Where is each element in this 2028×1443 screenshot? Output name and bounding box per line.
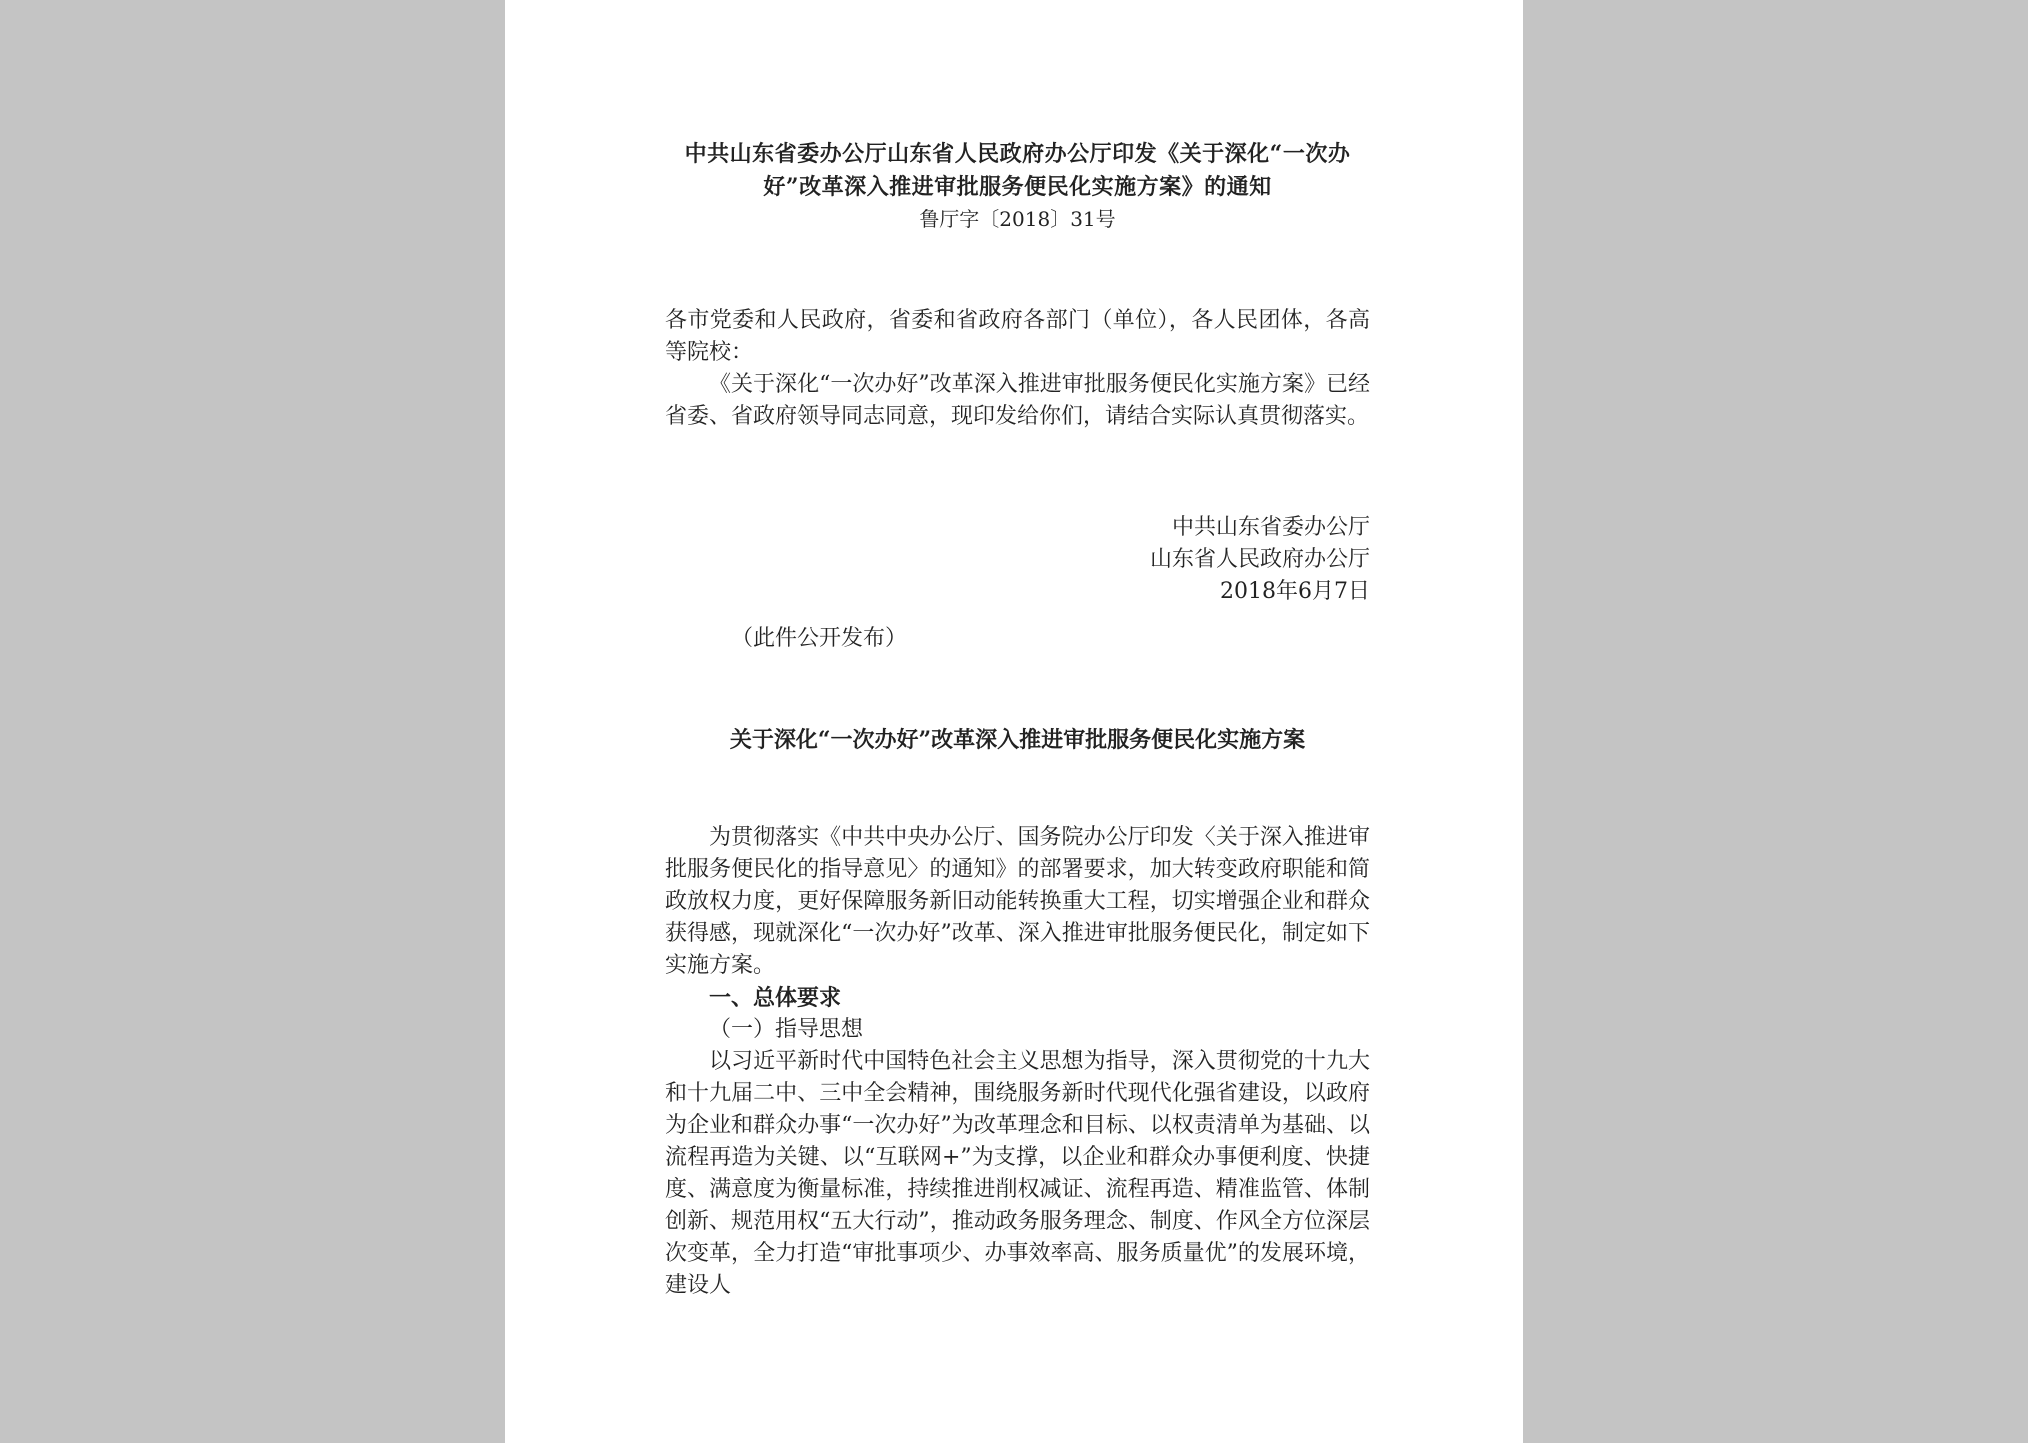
addressee-paragraph: 各市党委和人民政府，省委和省政府各部门（单位），各人民团体，各高等院校： (665, 308, 1370, 365)
notice-title: 中共山东省委办公厅山东省人民政府办公厅印发《关于深化“一次办好”改革深入推进审批服务便民化实施方案》的通知 (684, 141, 1351, 200)
document-number: 鲁厅字〔2018〕31号 (919, 207, 1116, 231)
subsection-heading: （一）指导思想 (709, 1017, 864, 1042)
body-paragraph: 为贯彻落实《中共中央办公厅、国务院办公厅印发〈关于深入推进审批服务便民化的指导意见〉的通知》的部署要求，加大转变政府职能和简政放权力度，更好保障服务新旧动能转换重大工程，切实增强企业和群众获得感，现就深化“一次办好”改革、深入推进审批服务便民化，制定如下实施方案。 (665, 825, 1370, 978)
body-paragraph: 以习近平新时代中国特色社会主义思想为指导，深入贯彻党的十九大和十九届二中、三中全会精神，围绕服务新时代现代化强省建设，以政府为企业和群众办事“一次办好”为改革理念和目标、以权责清单为基础、以流程再造为关键、以“互联网+”为支撑，以企业和群众办事便利度、快捷度、满意度为衡量标准，持续推进削权减证、流程再造、精准监管、体制创新、规范用权“五大行动”，推动政务服务理念、制度、作风全方位深层次变革，全力打造“审批事项少、办事效率高、服务质量优”的发展环境，建设人 (665, 1049, 1370, 1298)
section-heading: 一、总体要求 (709, 985, 842, 1011)
intro-paragraph: 《关于深化“一次办好”改革深入推进审批服务便民化实施方案》已经省委、省政府领导同志同意，现印发给你们，请结合实际认真贯彻落实。 (665, 372, 1370, 429)
signature-org-party: 中共山东省委办公厅 (1171, 515, 1370, 540)
signature-org-government: 山东省人民政府办公厅 (1149, 547, 1370, 572)
signature-block (665, 512, 1370, 608)
plan-title: 关于深化“一次办好”改革深入推进审批服务便民化实施方案 (729, 727, 1306, 753)
signature-date: 2018年6月7日 (1220, 579, 1370, 604)
document-page (505, 0, 1523, 1443)
publish-note: （此件公开发布） (731, 626, 908, 651)
